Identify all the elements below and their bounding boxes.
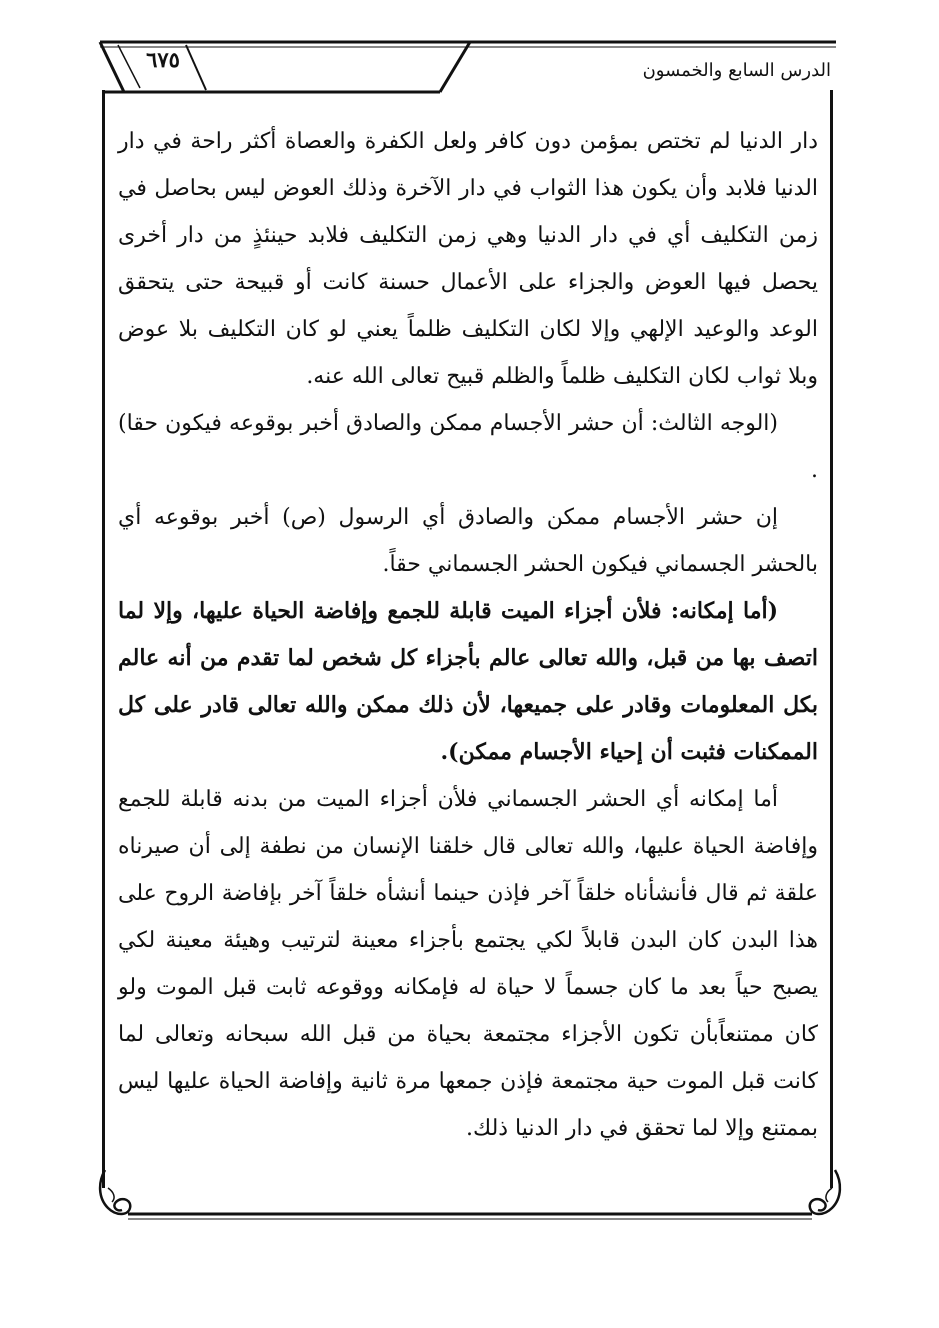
bottom-ornament-border xyxy=(94,1168,846,1228)
running-header-title: الدرس السابع والخمسون xyxy=(642,60,831,81)
paragraph-5: أما إمكانه أي الحشر الجسماني فلأن أجزاء الميت من بدنه قابلة للجمع وإفاضة الحياة عليها، والله تعالى قال خلقنا الإنسان من نطفة إلى أن صيرناه علقة ثم قال فأنشأناه خلقاً آخر فإذن حينما أنشأه خلقاً آخر بإفاضة الروح على هذا البدن كان البدن قابلاً لكي يجتمع بأجزاء معينة لترتيب وهيئة معينة لكي يصبح حياً بعد ما كان جسماً لا حياة له فإمكانه ووقوعه ثابت قبل الموت ولو كان ممتنعاًبأن تكون الأجزاء مجتمعة بحياة من قبل الله سبحانه وتعالى لما كانت قبل الموت حية مجتمعة فإذن جمعها مرة ثانية وإفاضة الحياة عليها ليس بممتنع وإلا لما تحقق في دار الدنيا ذلك. xyxy=(118,787,818,1141)
paragraph-1: دار الدنيا لم تختص بمؤمن دون كافر ولعل الكفرة والعصاة أكثر راحة في دار الدنيا فلابد وأن يكون هذا الثواب في دار الآخرة وذلك العوض ليس بحاصل في زمن التكليف أي في دار الدنيا وهي زمن التكليف فلابد حينئذٍ من دار أخرى يحصل فيها العوض والجزاء على الأعمال حسنة كانت أو قبيحة حتى يتحقق الوعد والوعيد الإلهي وإلا لكان التكليف ظلماً يعني لو كان التكليف بلا عوض وبلا ثواب لكان التكليف ظلماً والظلم قبيح تعالى الله عنه. xyxy=(118,129,819,389)
paragraph-2: (الوجه الثالث: أن حشر الأجسام ممكن والصادق أخبر بوقوعه فيكون حقا) . xyxy=(118,411,818,483)
paragraph-4: (أما إمكانه: فلأن أجزاء الميت قابلة للجمع وإفاضة الحياة عليها، وإلا لما اتصف بها من قبل، والله تعالى عالم بأجزاء كل شخص لما تقدم من أنه عالم بكل المعلومات وقادر على جميعها، لأن ذلك ممكن والله تعالى قادر على كل الممكنات فثبت أن إحياء الأجسام ممكن). xyxy=(118,598,818,765)
page-number: ٦٧٥ xyxy=(146,47,180,72)
body-text xyxy=(118,118,818,1152)
paragraph-3: إن حشر الأجسام ممكن والصادق أي الرسول (ص) أخبر بوقوعه أي بالحشر الجسماني فيكون الحشر الجسماني حقاً. xyxy=(118,505,818,577)
